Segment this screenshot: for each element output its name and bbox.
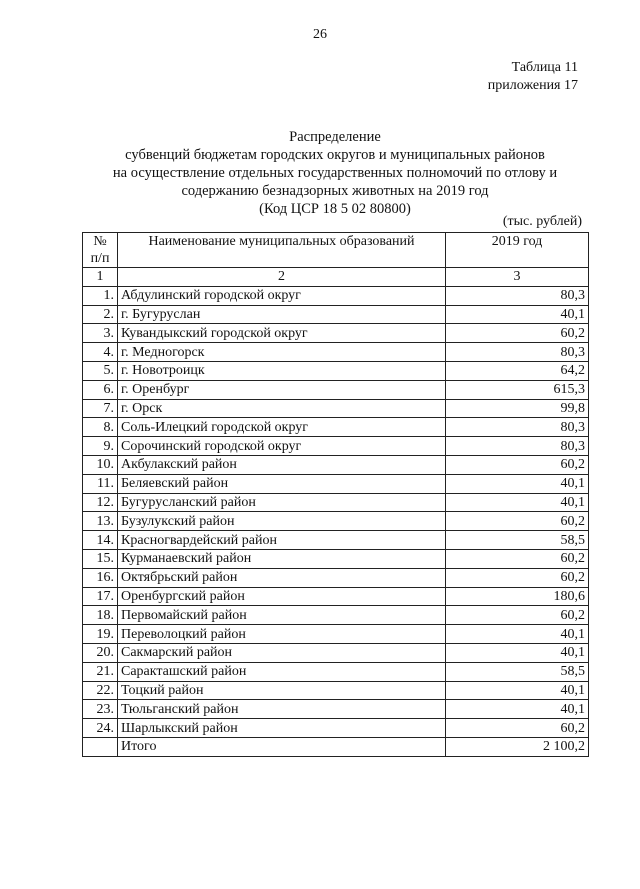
table-row [83, 455, 589, 474]
table-row [83, 361, 589, 380]
row-num: 1. [83, 286, 118, 305]
row-num: 3. [83, 324, 118, 343]
row-name: Соль-Илецкий городской округ [118, 418, 446, 437]
row-num: 21. [83, 662, 118, 681]
table-row [83, 493, 589, 512]
row-name: Переволоцкий район [118, 625, 446, 644]
row-value: 40,1 [446, 625, 589, 644]
index-name: 2 [118, 268, 446, 287]
table-row [83, 286, 589, 305]
total-value: 2 100,2 [446, 737, 589, 756]
table-row [83, 662, 589, 681]
row-value: 40,1 [446, 305, 589, 324]
row-name: Абдулинский городской округ [118, 286, 446, 305]
table-body [83, 286, 589, 737]
index-value: 3 [446, 268, 589, 287]
row-name: Сорочинский городской округ [118, 437, 446, 456]
row-num: 18. [83, 606, 118, 625]
row-num: 17. [83, 587, 118, 606]
row-value: 60,2 [446, 606, 589, 625]
row-value: 60,2 [446, 512, 589, 531]
page-number: 26 [313, 27, 327, 42]
document-title [80, 128, 590, 218]
row-num: 23. [83, 700, 118, 719]
row-value: 180,6 [446, 587, 589, 606]
table-row [83, 399, 589, 418]
row-name: г. Новотроицк [118, 361, 446, 380]
row-value: 80,3 [446, 418, 589, 437]
row-name: Саракташский район [118, 662, 446, 681]
header-num: № п/п [83, 233, 118, 268]
total-label: Итого [118, 737, 446, 756]
title-line-3: на осуществление отдельных государственных полномочий по отлову и [112, 165, 558, 181]
row-name: г. Оренбург [118, 380, 446, 399]
table-row [83, 606, 589, 625]
row-value: 99,8 [446, 399, 589, 418]
header-value: 2019 год [446, 233, 589, 268]
row-name: Первомайский район [118, 606, 446, 625]
title-line-5: (Код ЦСР 18 5 02 80800) [259, 201, 411, 217]
row-value: 40,1 [446, 700, 589, 719]
table-row [83, 625, 589, 644]
table-row [83, 568, 589, 587]
row-name: Бугурусланский район [118, 493, 446, 512]
row-name: г. Медногорск [118, 343, 446, 362]
table-index-row [83, 268, 589, 287]
row-name: Беляевский район [118, 474, 446, 493]
title-line-2: субвенций бюджетам городских округов и муниципальных районов [125, 147, 545, 163]
row-name: Тюльганский район [118, 700, 446, 719]
row-value: 40,1 [446, 643, 589, 662]
row-num: 5. [83, 361, 118, 380]
table-reference-appendix: приложения 17 [487, 78, 578, 93]
row-value: 40,1 [446, 681, 589, 700]
row-num: 4. [83, 343, 118, 362]
total-num [83, 737, 118, 756]
table-header-row [83, 233, 589, 268]
table-row [83, 587, 589, 606]
row-name: Кувандыкский городской округ [118, 324, 446, 343]
row-value: 64,2 [446, 361, 589, 380]
row-value: 80,3 [446, 343, 589, 362]
row-name: Курманаевский район [118, 549, 446, 568]
row-name: Оренбургский район [118, 587, 446, 606]
row-name: Красногвардейский район [118, 531, 446, 550]
table-row [83, 343, 589, 362]
row-value: 58,5 [446, 662, 589, 681]
title-line-4: содержанию безнадзорных животных на 2019 год [181, 183, 489, 199]
header-name: Наименование муниципальных образований [118, 233, 446, 268]
row-num: 14. [83, 531, 118, 550]
row-num: 24. [83, 719, 118, 738]
row-value: 40,1 [446, 493, 589, 512]
row-name: Тоцкий район [118, 681, 446, 700]
table-row [83, 324, 589, 343]
row-num: 10. [83, 455, 118, 474]
row-num: 12. [83, 493, 118, 512]
table-row [83, 418, 589, 437]
table-row [83, 549, 589, 568]
row-value: 40,1 [446, 474, 589, 493]
row-num: 16. [83, 568, 118, 587]
row-num: 13. [83, 512, 118, 531]
row-value: 58,5 [446, 531, 589, 550]
units-note: (тыс. рублей) [502, 214, 582, 229]
table-row [83, 531, 589, 550]
row-name: Акбулакский район [118, 455, 446, 474]
table-row [83, 512, 589, 531]
row-value: 80,3 [446, 286, 589, 305]
distribution-table [82, 232, 589, 757]
row-value: 60,2 [446, 455, 589, 474]
row-value: 60,2 [446, 568, 589, 587]
row-num: 9. [83, 437, 118, 456]
row-num: 6. [83, 380, 118, 399]
row-name: Сакмарский район [118, 643, 446, 662]
row-value: 80,3 [446, 437, 589, 456]
row-value: 615,3 [446, 380, 589, 399]
index-num: 1 [83, 268, 118, 287]
row-value: 60,2 [446, 549, 589, 568]
row-value: 60,2 [446, 324, 589, 343]
table-row [83, 719, 589, 738]
row-name: Октябрьский район [118, 568, 446, 587]
table-row [83, 474, 589, 493]
table-row [83, 681, 589, 700]
total-row [83, 737, 589, 756]
table-row [83, 643, 589, 662]
row-num: 7. [83, 399, 118, 418]
table-reference [488, 59, 578, 95]
row-name: Шарлыкский район [118, 719, 446, 738]
row-num: 2. [83, 305, 118, 324]
row-name: г. Бугуруслан [118, 305, 446, 324]
table-row [83, 305, 589, 324]
table-reference-number: Таблица 11 [511, 60, 578, 75]
row-num: 11. [83, 474, 118, 493]
row-num: 20. [83, 643, 118, 662]
row-name: г. Орск [118, 399, 446, 418]
row-num: 22. [83, 681, 118, 700]
table-row [83, 380, 589, 399]
row-num: 8. [83, 418, 118, 437]
table-row [83, 437, 589, 456]
row-num: 15. [83, 549, 118, 568]
table-row [83, 700, 589, 719]
row-name: Бузулукский район [118, 512, 446, 531]
row-num: 19. [83, 625, 118, 644]
title-line-1: Распределение [289, 129, 381, 145]
row-value: 60,2 [446, 719, 589, 738]
